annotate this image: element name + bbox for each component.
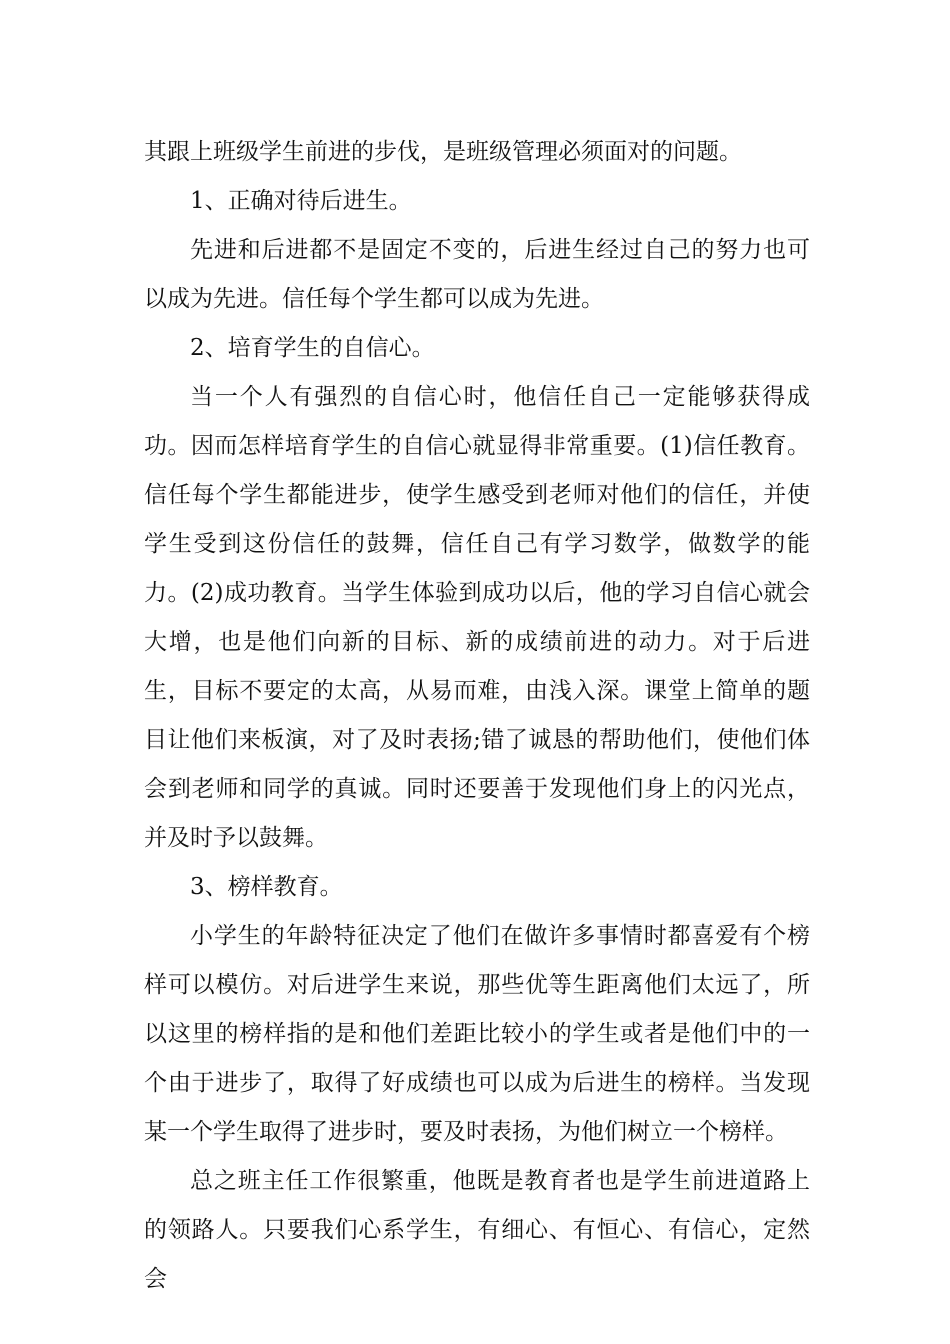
paragraph-role-models: 小学生的年龄特征决定了他们在做许多事情时都喜爱有个榜样可以模仿。对后进学生来说，那些优等生距离他们太远了，所以这里的榜样指的是和他们差距比较小的学生或者是他们中的一个由于进步了，取得了好成绩也可以成为后进生的榜样。当发现某一个学生取得了进步时，要及时表扬，为他们树立一个榜样。 (144, 923, 810, 1145)
paragraph-conclusion: 总之班主任工作很繁重，他既是教育者也是学生前进道路上的领路人。只要我们心系学生，有细心、有恒心、有信心，定然会 (144, 1168, 810, 1292)
paragraph-advanced-and-behind: 先进和后进都不是固定不变的，后进生经过自己的努力也可以成为先进。信任每个学生都可以成为先进。 (144, 237, 810, 312)
heading-3-role-model-education: 3、榜样教育。 (190, 874, 343, 900)
document-body (144, 128, 810, 1304)
heading-2-build-confidence: 2、培育学生的自信心。 (190, 335, 435, 361)
paragraph-continuation: 其跟上班级学生前进的步伐，是班级管理必须面对的问题。 (144, 139, 742, 165)
heading-1-treat-underachievers: 1、正确对待后进生。 (190, 188, 412, 214)
paragraph-confidence: 当一个人有强烈的自信心时，他信任自己一定能够获得成功。因而怎样培育学生的自信心就显得非常重要。(1)信任教育。信任每个学生都能进步，使学生感受到老师对他们的信任，并使学生受到这份信任的鼓舞，信任自己有学习数学，做数学的能力。(2)成功教育。当学生体验到成功以后，他的学习自信心就会大增，也是他们向新的目标、新的成绩前进的动力。对于后进生，目标不要定的太高，从易而难，由浅入深。课堂上简单的题目让他们来板演，对了及时表扬;错了诚恳的帮助他们，使他们体会到老师和同学的真诚。同时还要善于发现他们身上的闪光点，并及时予以鼓舞。 (144, 384, 810, 851)
